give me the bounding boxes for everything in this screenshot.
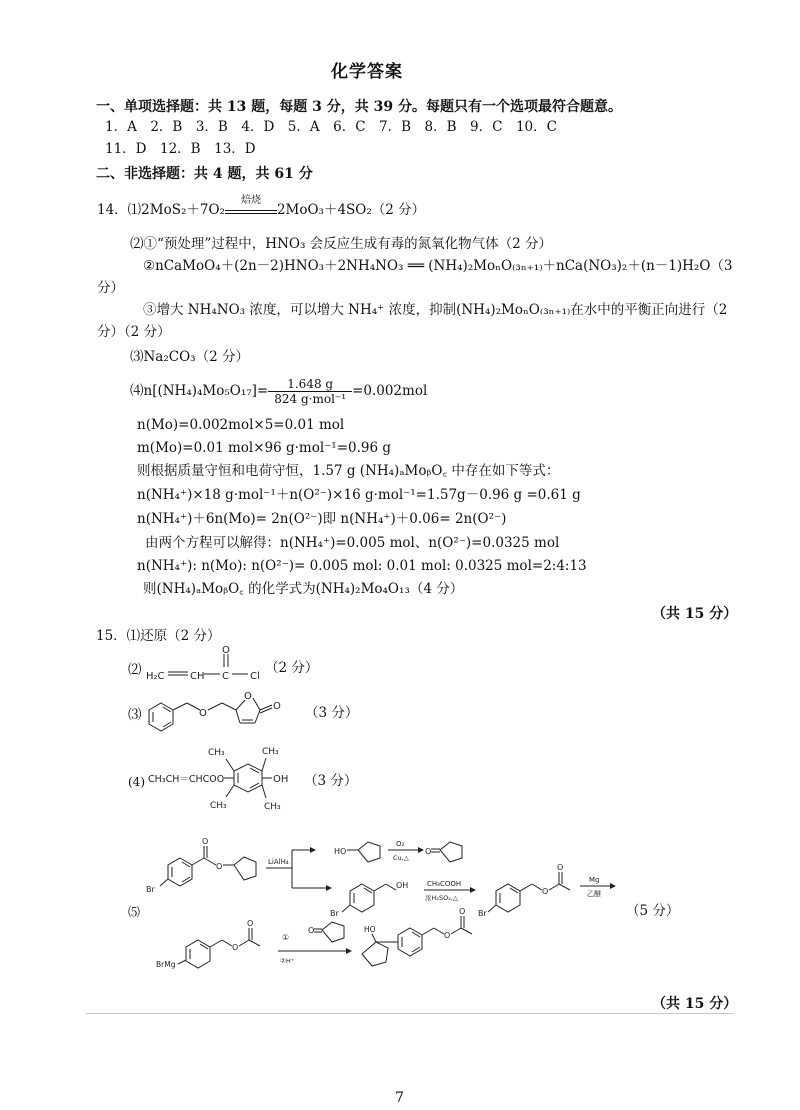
q14-calc-line: 则根据质量守恒和电荷守恒，1.57 g (NH₄)ₐMoᵦO꜀ 中存在如下等式： — [137, 463, 560, 479]
reagent-label: LiAlH₄ — [268, 858, 289, 866]
atom-label: O — [444, 931, 451, 940]
atom-label: O — [199, 708, 207, 719]
q14-part2-3: ③增大 NH₄NO₃ 浓度，可以增大 NH₄⁺ 浓度，抑制(NH₄)₂MoₙO₍₃ₙ₊₁₎在水中的平衡正向进行（2 — [143, 302, 728, 318]
atom-label: CH₃CH＝CHCOO — [148, 774, 225, 785]
atom-label: CH₃ — [264, 802, 281, 812]
atom-label: OH — [396, 881, 409, 890]
q15-part5-label: ⑸ — [128, 905, 141, 919]
q15-part2-label: ⑵ — [128, 662, 142, 678]
q15-part3-label: ⑶ — [128, 707, 142, 723]
q15-part2-score: （2 分） — [265, 660, 319, 676]
atom-label: O — [244, 691, 252, 702]
atom-label: Cl — [250, 671, 260, 682]
atom-label: O — [557, 863, 564, 872]
atom-label: CH — [190, 671, 205, 682]
atom-label: O — [542, 887, 549, 896]
q14-calc-line: m(Mo)=0.01 mol×96 g·mol⁻¹=0.96 g — [137, 440, 391, 456]
q14-calc-line: n(NH₄⁺)＋6n(Mo)= 2n(O²⁻)即 n(NH₄⁺)＋0.06= 2n(O²⁻) — [137, 511, 507, 527]
reagent-label: CH₃COOH — [427, 880, 462, 888]
atom-label: O — [222, 645, 230, 656]
atom-label: O — [308, 926, 315, 935]
q14-part2-1: ⑵①“预处理”过程中，HNO₃ 会反应生成有毒的氮氧化物气体（2 分） — [130, 236, 553, 252]
q14-calc-line: 由两个方程可以解得：n(NH₄⁺)=0.005 mol、n(O²⁻)=0.0325 mol — [145, 535, 560, 551]
q14-part1 — [97, 195, 426, 219]
q15-total: （共 15 分） — [652, 996, 738, 1012]
q14-total: （共 15 分） — [652, 606, 738, 622]
atom-label: HO — [364, 925, 376, 934]
section-1-heading: 一、单项选择题：共 13 题，每题 3 分，共 39 分。每题只有一个选项最符合题意。 — [96, 99, 622, 115]
q15-part4-score: （3 分） — [304, 773, 358, 789]
q15-part1: 15．⑴还原（2 分） — [96, 628, 221, 644]
atom-label: BrMg — [156, 960, 176, 969]
footer-divider — [86, 1013, 734, 1014]
atom-label: CH₃ — [262, 747, 279, 757]
q14-calc-line: n(NH₄⁺): n(Mo): n(O²⁻)= 0.005 mol: 0.01 mol: 0.0325 mol=2:4:13 — [137, 558, 587, 574]
atom-label: O — [459, 907, 466, 916]
atom-label: Br — [330, 909, 339, 918]
reagent-label: Mg — [589, 876, 600, 884]
q14-calc-line: n(Mo)=0.002mol×5=0.01 mol — [137, 417, 345, 433]
section-2-heading: 二、非选择题：共 4 题，共 61 分 — [96, 166, 313, 182]
atom-label: O — [216, 862, 223, 871]
reagent-label: ②H⁺ — [280, 957, 295, 965]
q15-part5-synthesis-scheme — [140, 820, 620, 1000]
q14-calc-line: n(NH₄⁺)×18 g·mol⁻¹＋n(O²⁻)×16 g·mol⁻¹=1.57g－0.96 g =0.61 g — [137, 487, 581, 503]
mc-answers-line-1: 1．A 2．B 3．B 4．D 5．A 6．C 7．B 8．B 9．C 10．C — [105, 119, 557, 135]
q14-part3: ⑶Na₂CO₃（2 分） — [130, 349, 249, 365]
page-number: 7 — [395, 1090, 404, 1106]
benzyloxymethyl-butenolide-structure — [142, 683, 302, 743]
reagent-label: 乙醚 — [587, 890, 601, 898]
atom-label: OH — [273, 774, 289, 785]
q14-part4-equation: ⑷n[(NH₄)₄Mo₅O₁₇]= $\frac{1.648 g}{\text{824 g·mol⁻¹}}$ =0.002mol — [130, 377, 428, 406]
q14-part2-2: ②nCaMoO₄＋(2n－2)HNO₃＋2NH₄NO₃ ══ (NH₄)₂MoₙO₍₃ₙ₊₁₎＋nCa(NO₃)₂＋(n－1)H₂O（3 — [143, 258, 733, 274]
atom-label: O — [232, 943, 239, 952]
atom-label: Br — [146, 885, 155, 894]
reagent-label: 浓H₂SO₄,△ — [425, 894, 458, 902]
atom-label: O — [247, 919, 254, 928]
reagent-label: Cu,△ — [393, 854, 409, 862]
reagent-label: O₂ — [396, 840, 405, 848]
atom-label: O — [273, 701, 281, 712]
q14-part1-lhs: 14．⑴2MoS₂＋7O₂ — [97, 202, 225, 218]
q14-calc-line: 则(NH₄)ₐMoᵦO꜀ 的化学式为(NH₄)₂Mo₄O₁₃（4 分） — [143, 581, 464, 597]
q14-part1-condition-arrow — [225, 195, 277, 214]
atom-label: H₂C — [146, 671, 165, 682]
q14-part2-3-cont: 分）（2 分） — [97, 324, 171, 340]
atom-label: HO — [334, 847, 347, 856]
atom-label: CH₃ — [210, 801, 227, 811]
trimethylhydroquinone-crotonate-structure — [148, 742, 308, 817]
q15-part4-label: (4) — [128, 775, 145, 789]
atom-label: Br — [478, 909, 487, 918]
q15-part5-score: （5 分） — [626, 903, 680, 919]
page-title: 化学答案 — [331, 62, 403, 82]
q15-part3-score: （3 分） — [305, 705, 359, 721]
reagent-label: ① — [282, 933, 290, 942]
q14-part4-fraction: $\frac{1.648 g}{\text{824 g·mol⁻¹}}$ — [268, 377, 352, 406]
atom-label: C — [222, 671, 229, 682]
q14-part1-condition: 焙烧 — [240, 195, 261, 206]
q14-part1-rhs: 2MoO₃＋4SO₂（2 分） — [276, 202, 426, 218]
mc-answers-line-2: 11．D 12．B 13．D — [105, 141, 256, 157]
atom-label: O — [425, 847, 432, 856]
atom-label: CH₃ — [208, 748, 225, 758]
atom-label: O — [202, 837, 209, 846]
q14-part2-2-cont: 分） — [97, 280, 124, 296]
